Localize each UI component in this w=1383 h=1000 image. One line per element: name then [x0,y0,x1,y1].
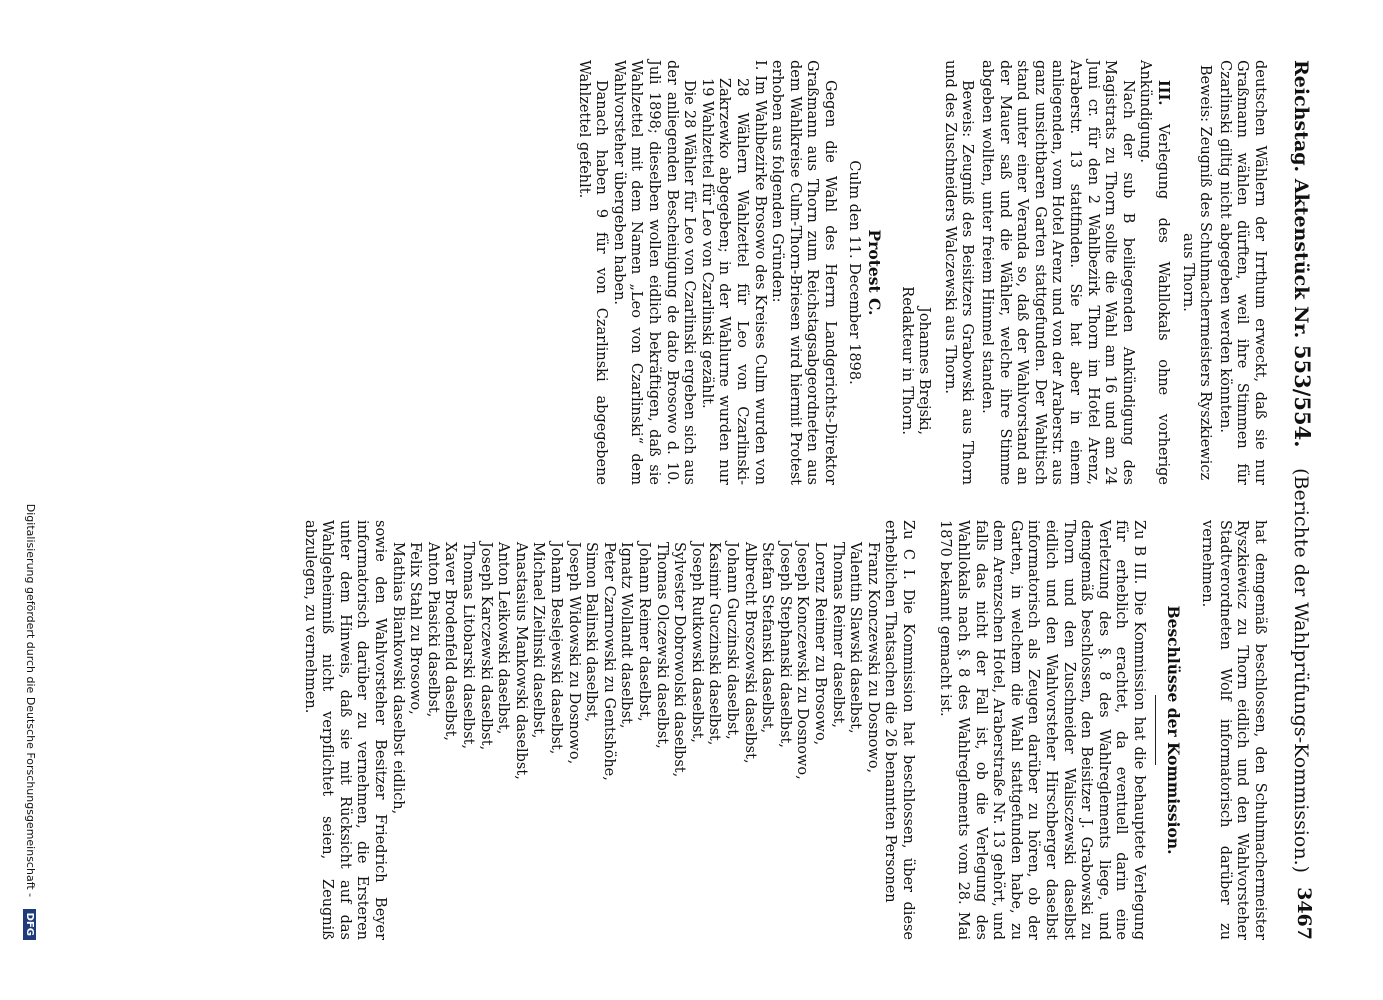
witness-name: Joseph Rutkowski daselbst, [688,542,705,744]
dfg-credit [15,80,37,940]
document-number: 553/554. [1290,344,1315,448]
item-1-paragraph-2: Die 28 Wähler für Leo von Czarlinski ergeben sich aus der anliegenden Bescheinigung de dato Brosowo d. 10. Juli 1898; dieselben wollen eidlich bekräftigen, daß sie Wahlzettel mit dem Namen „Leo von Czarlinski“ dem Wahlvorsteher übergeben haben. [610,60,698,485]
signature-name: Johannes Brejski, [916,307,933,435]
witness-name: Ignatz Wollandt daselbst, [618,542,635,729]
witness-name: Lorenz Reimer zu Brosowo, [811,542,828,746]
witness-name: Johann Reimer daselbst, [636,542,652,722]
page-number: 3467 [1293,887,1315,940]
beweis-1: Beweis: Zeugniß des Schuhmachermeisters Ryszkiewicz aus Thorn. [1179,64,1214,481]
witness-name: Johann Beslejewski daselbst, [548,542,565,755]
item-1-paragraph-3: Danach haben 9 für von Czarlinski abgegebene Wahlzettel gefehlt. [575,60,610,485]
dfg-credit-text: Digitalisierung gefördert durch die Deutsche Forschungsgemeinschaft - [24,503,37,898]
witness-list [388,520,881,940]
witness-name: Sylvester Dobrowolski daselbst, [671,542,688,778]
witness-name: Joseph Karczewski daselbst, [477,542,494,751]
witness-name: Valentin Slawski daselbst, [847,542,864,734]
witness-name: Peter Czarnowski zu Gentshöhe, [600,542,617,781]
witness-name: Joseph Konczewski zu Dosnowo, [794,542,811,780]
witness-name: Joseph Stephanski daselbst, [776,542,793,748]
witness-name: Joseph Widowski zu Dosnowo, [565,542,582,765]
right-top-paragraph: hat demgemäß beschlossen, den Schuhmachermeister Ryszkiewicz zu Thorn eidlich und den Wahlvorsteher Stadtverordneten Wolf informatorisch darüber zu vernehmen. [1199,520,1268,940]
intro-paragraph: deutschen Wählern der Irrthum erweckt, daß sie nur Graßmann wählen dürften, weil ihre Stimmen für Czarlinski giltig nicht abgegeben werden könnten. [1216,60,1268,485]
running-head-left: Reichstag. Aktenstück Nr. [1290,60,1312,339]
witness-name: Felix Stahl zu Brosowo, [407,542,424,715]
closing-paragraph: sowie den Wahlvorsteher Besitzer Friedrich Beyer informatorisch darüber zu vernehmen, die Ersteren unter dem Hinweis, daß sie mit Rücksicht auf das Wahlgeheimniß nicht verpflichtet seien, Zeugniß abzulegen, zu vernehmen. [301,520,389,940]
right-column [300,520,1268,940]
protest-intro: Gegen die Wahl des Herrn Landgerichts-Direktor Graßmann aus Thorn zum Reichstagsabgeordneten aus dem Wahlkreise Culm-Thorn-Briesen wird hiermit Protest erhoben aus folgenden Gründen: [769,60,838,485]
b3-decision: Zu B III. Die Kommission hat die behauptete Verlegung für erheblich erachtet, da eventuell darin eine Verletzung des §. 8 des Wahlreglements liege, und demgemäß beschlossen, den Beisitzer J. Grabowski zu Thorn und den Zuschneider Walisczewski daselbst eidlich und den Wahlvorsteher Hirschberger daselbst informatorisch als Zeugen darüber zu hören, ob der Garten, in welchem die Wahl stattgefunden habe, zu dem Arenzschen Hotel, Araberstraße Nr. 13 gehört, und falls das nicht der Fall ist, ob die Verlegung des Wahllokals nach §. 8 des Wahlreglements vom 28. Mai 1870 bekannt gemacht ist. [937,520,1148,940]
running-head-section: (Berichte der Wahlprüfungs-Kommission.) [1290,468,1312,874]
witness-name: Simon Balinski daselbst, [583,542,600,723]
running-head [1285,60,1315,940]
witness-name: Thomas Reimer daselbst, [829,542,846,728]
dfg-logo: DFG [23,909,36,940]
item-3-heading: III. Verlegung des Wahllokals ohne vorherige Ankündigung. [1137,60,1173,486]
witness-name: Anton Leikowski daselbst, [495,542,512,735]
heading-rule [1155,695,1156,765]
beweis-2: Beweis: Zeugniß des Beisitzers Grabowski aus Thorn und des Zuschneiders Walczewski aus Thorn. [941,60,976,486]
protest-c-heading: Protest C. [865,229,885,316]
protest-date: Culm den 11. December 1898. [845,160,862,385]
witness-name: Johann Guczinski daselbst, [723,542,740,740]
signature-role: Redakteur in Thorn. [898,286,915,435]
left-column [574,60,1268,485]
item-3-body: Nach der sub B beiliegenden Ankündigung des Magistrats zu Thorn sollte die Wahl am 16 und am 24 Juni cr. für den 2 Wahlbezirk Thorn im Hotel Arenz, Araberstr. 13 stattfinden. Sie hat aber in einem anliegenden, vom Hotel Arenz und von der Araberstr. aus ganz unsichtbaren Garten stattgefunden. Der Wahltisch stand unter einer Veranda so, daß der Wahlvorstand an der Mauer saß und die Wähler, welche ihre Stimme abgeben wollten, unter freiem Himmel standen. [979,60,1136,485]
commission-heading: Beschlüsse der Kommission. [1163,605,1183,855]
witness-name: Mathias Biankowski daselbst eidlich, [389,542,406,815]
witness-name: Michael Zielinski daselbst, [530,542,547,739]
item-1: I. Im Wahlbezirke Brosowo des Kreises Culm wurden von 28 Wählern Wahlzettel für Leo von Czarlinski-Zakrzewko abgegeben; in der Wahlurne wurden nur 19 Wahlzettel für Leo von Czarlinski gezählt. [698,60,768,485]
witness-name: Thomas Olczewski daselbst, [653,542,670,749]
witness-name: Xaver Brodenfeld daselbst, [442,542,459,742]
witness-name: Albrecht Broszowski daselbst, [741,542,758,764]
witness-name: Kasimir Guczinski daselbst, [706,542,723,746]
witness-name: Thomas Litobarski daselbst, [460,542,477,750]
witness-name: Anton Piasicki daselbst, [424,542,441,718]
witness-name: Stefan Stefanski daselbst, [759,542,776,734]
witness-name: Anastasius Mankowski daselbst, [512,542,529,780]
c1-decision: Zu C I. Die Kommission hat beschlossen, über diese erheblichen Thatsachen die 26 benannten Personen [882,520,916,941]
witness-name: Franz Konczewski zu Dosnowo, [864,542,881,774]
